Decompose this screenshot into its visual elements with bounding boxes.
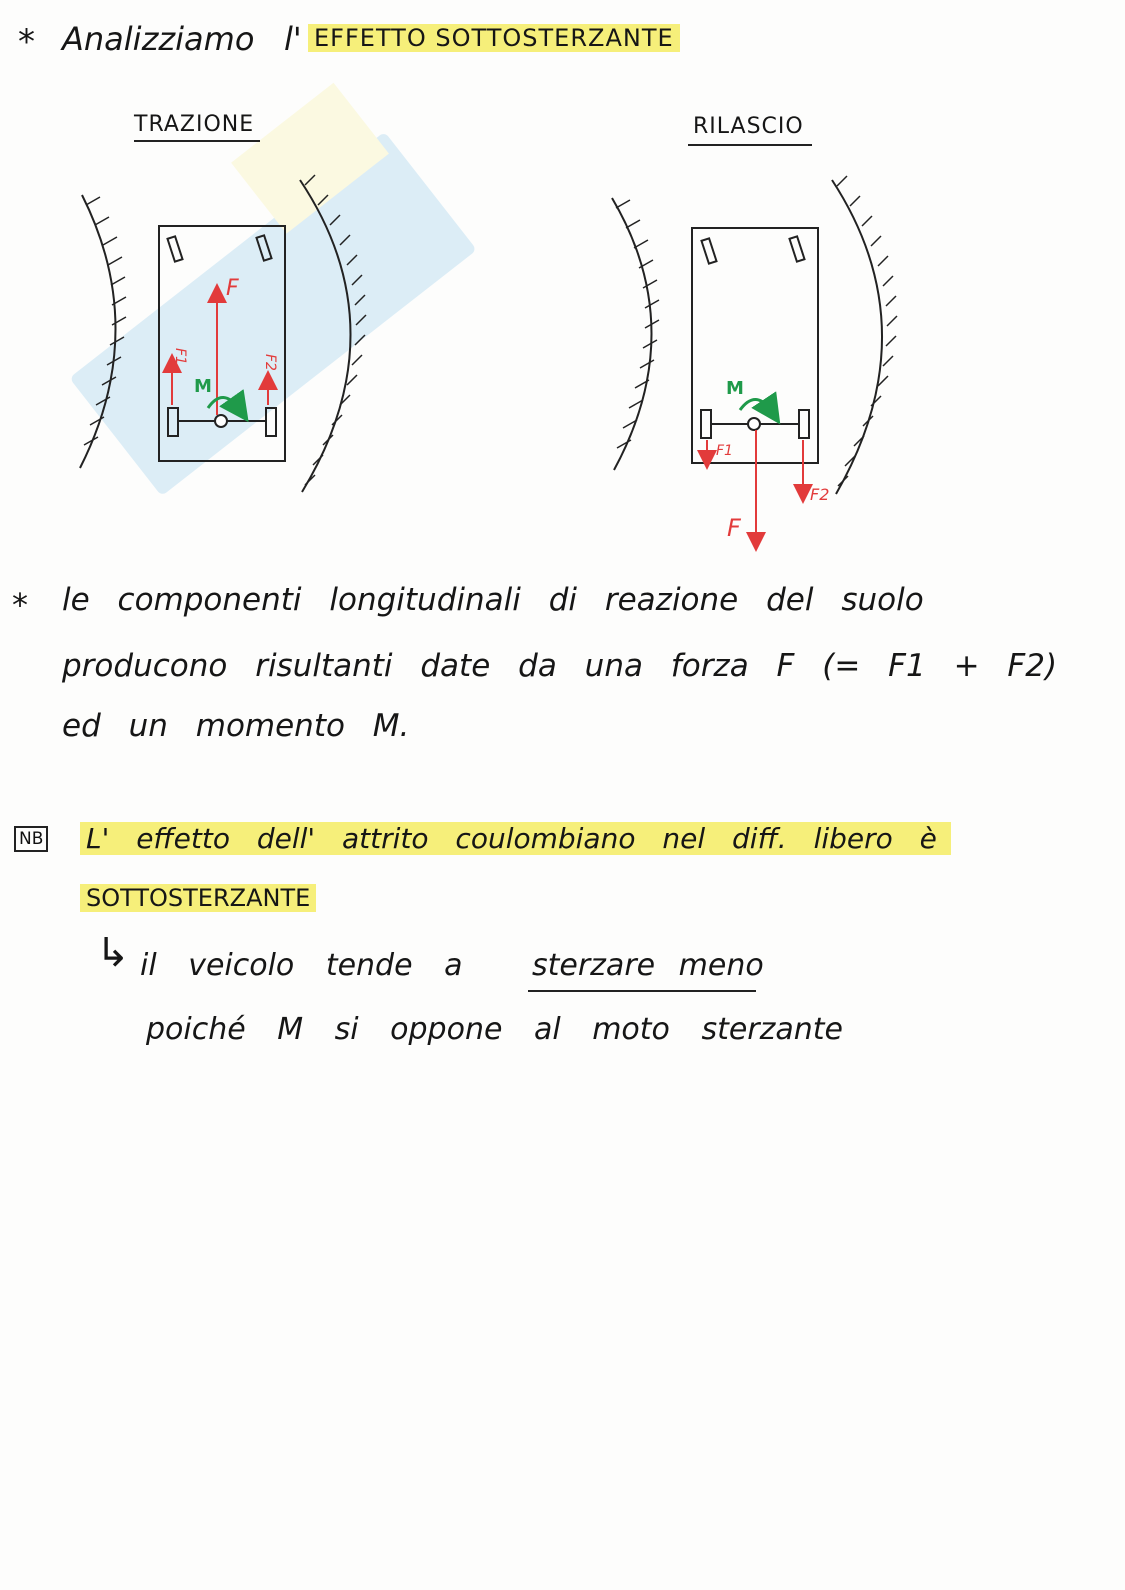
heading-bullet: * bbox=[18, 22, 35, 62]
nota-line3-pre: il veicolo tende a bbox=[140, 948, 463, 983]
heading-lead: Analizziamo bbox=[62, 20, 255, 58]
heading-highlight: EFFETTO SOTTOSTERZANTE bbox=[308, 24, 680, 52]
para1-line2: producono risultanti date da una forza F (= F1 + F2) bbox=[62, 648, 1058, 684]
road-edge-left-r bbox=[612, 198, 652, 470]
para1-line1: le componenti longitudinali di reazione del suolo bbox=[62, 582, 924, 618]
road-hatch-left-r bbox=[616, 200, 659, 448]
nota-arrow: ↳ bbox=[96, 930, 130, 976]
label-F1-r: F1 bbox=[716, 443, 733, 459]
front-wheel-left bbox=[167, 236, 182, 261]
nota-underline bbox=[528, 990, 756, 992]
nota-line2: SOTTOSTERZANTE bbox=[80, 884, 316, 912]
road-hatch-right bbox=[305, 175, 366, 485]
nb-badge: NB bbox=[14, 826, 48, 852]
label-F2: F2 bbox=[262, 354, 278, 371]
label-M-r: M bbox=[726, 378, 744, 399]
road-edge-right bbox=[300, 180, 351, 492]
rear-wheel-right-r bbox=[799, 410, 809, 438]
front-wheel-right-r bbox=[789, 236, 804, 261]
diagram-trazione bbox=[80, 175, 366, 492]
rear-wheel-left-r bbox=[701, 410, 711, 438]
differential bbox=[215, 415, 227, 427]
front-wheel-left-r bbox=[701, 238, 716, 263]
differential-r bbox=[748, 418, 760, 430]
label-F1: F1 bbox=[172, 348, 188, 365]
label-F: F bbox=[226, 276, 239, 301]
nota-line3-underlined: sterzare meno bbox=[532, 948, 764, 983]
title-trazione: TRAZIONE bbox=[134, 112, 255, 137]
rear-wheel-left bbox=[168, 408, 178, 436]
label-F-r: F bbox=[727, 514, 741, 542]
moment-M bbox=[208, 397, 240, 410]
moment-M-r bbox=[740, 399, 772, 412]
title-rilascio: RILASCIO bbox=[693, 114, 804, 139]
rear-wheel-right bbox=[266, 408, 276, 436]
road-edge-left bbox=[80, 195, 116, 468]
road-edge-right-r bbox=[832, 180, 882, 494]
nota-line4: poiché M si oppone al moto sterzante bbox=[146, 1012, 843, 1047]
label-M: M bbox=[194, 376, 212, 397]
label-F2-r: F2 bbox=[810, 485, 830, 504]
diagram-rilascio bbox=[612, 176, 897, 542]
nota-line1: L' effetto dell' attrito coulombiano nel diff. libero è bbox=[80, 822, 951, 855]
front-wheel-right bbox=[256, 235, 271, 260]
heading-article: l' bbox=[284, 20, 302, 58]
road-hatch-right-r bbox=[837, 176, 897, 486]
para1-bullet: * bbox=[12, 586, 28, 624]
para1-line3: ed un momento M. bbox=[62, 708, 410, 744]
